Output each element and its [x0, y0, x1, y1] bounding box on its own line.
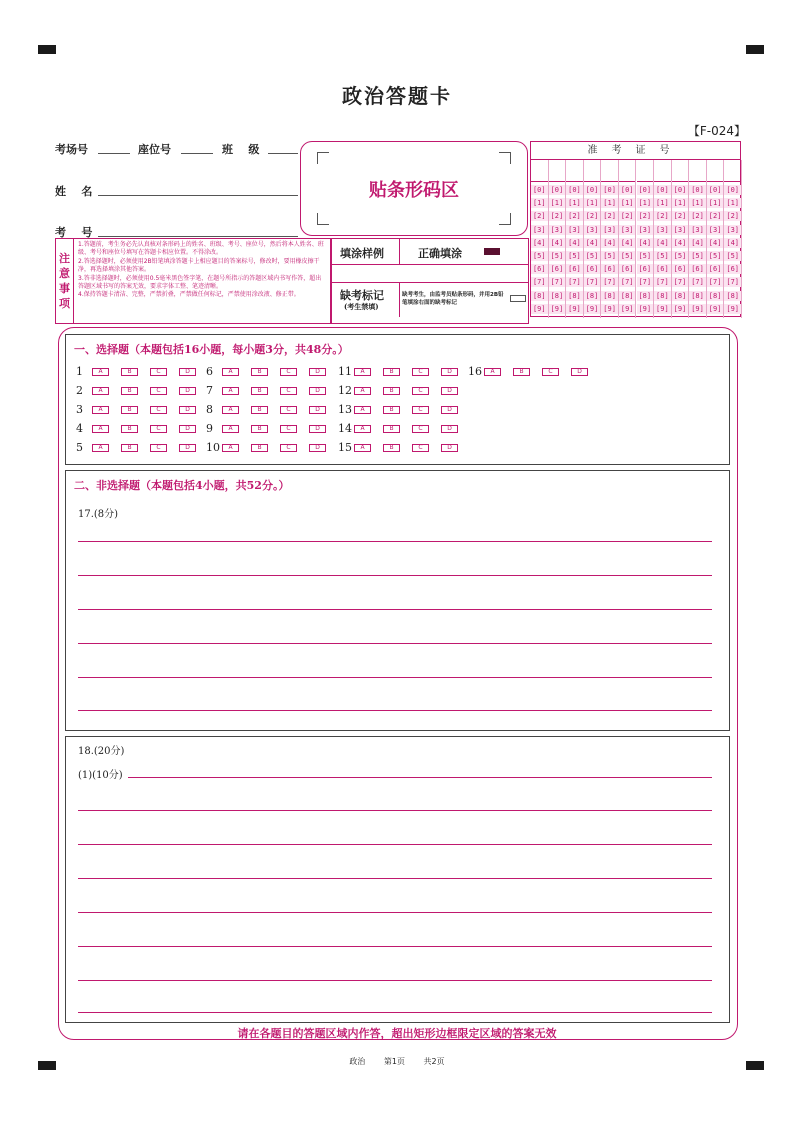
admission-digit-bubble[interactable]: [4] [691, 238, 704, 247]
admission-digit-box[interactable] [689, 160, 706, 182]
option-bubble-a[interactable]: A [354, 406, 371, 414]
admission-digit-bubble[interactable]: [8] [532, 291, 546, 300]
admission-digit-bubble[interactable]: [5] [532, 252, 546, 260]
admission-digit-bubble[interactable]: [8] [708, 291, 722, 300]
option-bubble-d[interactable]: D [179, 387, 196, 395]
option-bubble-a[interactable]: A [222, 406, 239, 414]
admission-digit-bubble[interactable]: [3] [673, 225, 687, 234]
note-item: 4.保持答题卡清洁、完整，严禁折叠，严禁做任何标记，严禁使用涂改液、修正带。 [78, 291, 300, 299]
admission-digit-bubble[interactable]: [7] [726, 278, 740, 287]
absent-description: 缺考考生，由监考员贴条形码，并用2B铅笔填涂右面的缺考标记 [402, 292, 504, 306]
notes-heading: 注 意 事 项 [56, 239, 74, 323]
option-bubble-c[interactable]: C [280, 444, 297, 452]
admission-digit-bubble[interactable]: [1] [673, 199, 687, 208]
question-17-label: 17.(8分) [78, 509, 119, 520]
admission-column [672, 160, 690, 318]
question-number: 4 [76, 422, 83, 435]
option-bubble-a[interactable]: A [222, 444, 239, 452]
option-bubble-b[interactable]: B [251, 368, 268, 376]
option-bubble-d[interactable]: D [441, 444, 458, 452]
option-bubble-d[interactable]: D [309, 425, 326, 433]
admission-digit-bubble[interactable]: [5] [691, 252, 704, 260]
admission-column [654, 160, 672, 318]
corner-bracket [317, 213, 329, 225]
question-number: 8 [206, 403, 213, 416]
question-number: 13 [338, 403, 352, 416]
page-title: 政治答题卡 [342, 84, 452, 108]
admission-digit-box[interactable] [672, 160, 689, 182]
admission-digit-bubble[interactable]: [3] [708, 225, 722, 234]
option-bubble-b[interactable]: B [383, 425, 400, 433]
admission-digit-bubble[interactable]: [1] [585, 199, 599, 208]
corner-bracket [499, 152, 511, 164]
admission-digit-bubble[interactable]: [4] [532, 238, 546, 247]
admission-digit-bubble[interactable]: [1] [638, 199, 652, 208]
admission-digit-bubble[interactable]: [8] [585, 291, 599, 300]
answer-line[interactable] [78, 844, 712, 845]
option-bubble-c[interactable]: C [150, 444, 167, 452]
admission-digit-bubble[interactable]: [9] [603, 304, 616, 313]
admission-digit-bubble[interactable]: [7] [656, 278, 669, 287]
admission-column [549, 160, 567, 318]
admission-digit-bubble[interactable]: [5] [726, 252, 740, 260]
admission-digit-bubble[interactable]: [1] [620, 199, 634, 208]
admission-digit-bubble[interactable]: [0] [656, 186, 669, 194]
option-bubble-b[interactable]: B [383, 368, 400, 376]
answer-line[interactable] [78, 912, 712, 913]
admission-digit-bubble[interactable]: [4] [603, 238, 616, 247]
admission-digit-bubble[interactable]: [6] [568, 265, 581, 274]
option-bubble-d[interactable]: D [571, 368, 588, 376]
option-bubble-d[interactable]: D [441, 425, 458, 433]
option-bubble-a[interactable]: A [354, 387, 371, 395]
option-bubble-b[interactable]: B [513, 368, 530, 376]
exam-room-field[interactable] [98, 153, 130, 154]
admission-digit-bubble[interactable]: [2] [620, 212, 634, 221]
admission-digit-bubble[interactable]: [8] [568, 291, 581, 300]
option-bubble-a[interactable]: A [354, 368, 371, 376]
admission-digit-bubble[interactable]: [5] [620, 252, 634, 260]
admission-digit-bubble[interactable]: [3] [656, 225, 669, 234]
admission-digit-bubble[interactable]: [9] [638, 304, 652, 313]
answer-line[interactable] [78, 810, 712, 811]
option-bubble-d[interactable]: D [441, 387, 458, 395]
registration-mark-top-right [746, 45, 764, 54]
admission-digit-bubble[interactable]: [7] [568, 278, 581, 287]
admission-digit-bubble[interactable]: [7] [603, 278, 616, 287]
admission-digit-bubble[interactable]: [2] [708, 212, 722, 221]
admission-digit-bubble[interactable]: [6] [656, 265, 669, 274]
admission-column [566, 160, 584, 318]
exam-room-label: 考场号 [55, 143, 88, 156]
option-bubble-d[interactable]: D [179, 406, 196, 414]
option-bubble-c[interactable]: C [150, 425, 167, 433]
question-number: 12 [338, 384, 352, 397]
option-bubble-c[interactable]: C [280, 387, 297, 395]
correct-fill-sample [484, 248, 500, 255]
admission-digit-bubble[interactable]: [9] [691, 304, 704, 313]
option-bubble-c[interactable]: C [280, 406, 297, 414]
fill-sample-label: 填涂样例 [340, 247, 384, 260]
admission-digit-bubble[interactable]: [9] [620, 304, 634, 313]
answer-line[interactable] [128, 777, 712, 778]
admission-digit-bubble[interactable]: [4] [550, 238, 564, 247]
admission-digit-box[interactable] [654, 160, 671, 182]
admission-digit-bubble[interactable]: [4] [708, 238, 722, 247]
admission-digit-bubble[interactable]: [5] [603, 252, 616, 260]
option-bubble-b[interactable]: B [251, 444, 268, 452]
answer-line[interactable] [78, 1012, 712, 1013]
option-bubble-b[interactable]: B [121, 444, 138, 452]
exam-no-field[interactable] [98, 236, 298, 237]
admission-column [531, 160, 549, 318]
admission-digit-bubble[interactable]: [3] [585, 225, 599, 234]
option-bubble-c[interactable]: C [150, 406, 167, 414]
admission-digit-box[interactable] [584, 160, 601, 182]
admission-digit-bubble[interactable]: [5] [585, 252, 599, 260]
answer-line[interactable] [78, 541, 712, 542]
registration-mark-top-left [38, 45, 56, 54]
admission-digit-box[interactable] [549, 160, 566, 182]
exam-no-label: 考 号 [55, 226, 93, 239]
admission-digit-box[interactable] [601, 160, 618, 182]
option-bubble-b[interactable]: B [121, 368, 138, 376]
admission-digit-bubble[interactable]: [9] [656, 304, 669, 313]
correct-fill-label: 正确填涂 [418, 247, 462, 260]
option-bubble-b[interactable]: B [383, 444, 400, 452]
note-item: 3.答非选择题时，必须使用0.5毫米黑色签字笔，在题号所指示的答题区域内书写作答，超出答题区域书写的答案无效，要求字体工整、笔迹清晰。 [78, 274, 322, 291]
admission-digit-bubble[interactable]: [5] [673, 252, 687, 260]
admission-digit-bubble[interactable]: [8] [726, 291, 740, 300]
admission-digit-bubble[interactable]: [8] [691, 291, 704, 300]
option-bubble-a[interactable]: A [92, 425, 109, 433]
answer-line[interactable] [78, 677, 712, 678]
admission-digit-bubble[interactable]: [8] [673, 291, 687, 300]
option-bubble-b[interactable]: B [251, 425, 268, 433]
option-bubble-b[interactable]: B [121, 406, 138, 414]
admission-digit-bubble[interactable]: [2] [726, 212, 740, 221]
absent-label: 缺考标记 [340, 289, 384, 302]
admission-title: 准考证号 [531, 142, 740, 160]
admission-digit-bubble[interactable]: [6] [532, 265, 546, 274]
footer-total: 共2页 [423, 1057, 445, 1066]
question-number: 1 [76, 365, 83, 378]
admission-column [601, 160, 619, 318]
corner-bracket [499, 213, 511, 225]
name-field[interactable] [98, 195, 298, 196]
admission-digit-box[interactable] [619, 160, 636, 182]
admission-column [619, 160, 637, 318]
admission-digit-bubble[interactable]: [6] [550, 265, 564, 274]
admission-digit-box[interactable] [531, 160, 548, 182]
admission-digit-bubble[interactable]: [6] [620, 265, 634, 274]
admission-digit-bubble[interactable]: [9] [708, 304, 722, 313]
admission-digit-bubble[interactable]: [0] [603, 186, 616, 194]
admission-digit-bubble[interactable]: [6] [585, 265, 599, 274]
question-18-label: 18.(20分) [78, 746, 125, 757]
admission-digit-bubble[interactable]: [9] [532, 304, 546, 313]
admission-digit-bubble[interactable]: [2] [550, 212, 564, 221]
option-bubble-a[interactable]: A [92, 368, 109, 376]
admission-digit-bubble[interactable]: [4] [620, 238, 634, 247]
admission-digit-bubble[interactable]: [7] [673, 278, 687, 287]
admission-digit-bubble[interactable]: [6] [603, 265, 616, 274]
page-footer [0, 1056, 794, 1067]
admission-digit-bubble[interactable]: [0] [568, 186, 581, 194]
admission-digit-bubble[interactable]: [6] [726, 265, 740, 274]
option-bubble-a[interactable]: A [222, 425, 239, 433]
option-bubble-d[interactable]: D [441, 368, 458, 376]
admission-number-grid [530, 141, 741, 317]
admission-digit-bubble[interactable]: [8] [603, 291, 616, 300]
answer-line[interactable] [78, 575, 712, 576]
admission-digit-bubble[interactable]: [2] [673, 212, 687, 221]
admission-column [707, 160, 725, 318]
section-non-choice-title: 二、非选择题（本题包括4小题，共52分。） [74, 479, 290, 492]
admission-digit-box[interactable] [566, 160, 583, 182]
admission-digit-bubble[interactable]: [3] [620, 225, 634, 234]
admission-digit-bubble[interactable]: [3] [532, 225, 546, 234]
option-bubble-d[interactable]: D [441, 406, 458, 414]
admission-digit-bubble[interactable]: [4] [638, 238, 652, 247]
name-label: 姓 名 [55, 185, 93, 198]
admission-digit-box[interactable] [724, 160, 741, 182]
admission-digit-bubble[interactable]: [0] [691, 186, 704, 194]
option-bubble-b[interactable]: B [121, 425, 138, 433]
admission-digit-bubble[interactable]: [9] [673, 304, 687, 313]
option-bubble-c[interactable]: C [150, 368, 167, 376]
option-bubble-d[interactable]: D [179, 444, 196, 452]
admission-digit-bubble[interactable]: [3] [603, 225, 616, 234]
option-bubble-c[interactable]: C [150, 387, 167, 395]
admission-digit-bubble[interactable]: [4] [726, 238, 740, 247]
class-field[interactable] [268, 153, 298, 154]
admission-digit-bubble[interactable]: [9] [585, 304, 599, 313]
admission-digit-bubble[interactable]: [2] [656, 212, 669, 221]
option-bubble-a[interactable]: A [354, 425, 371, 433]
admission-digit-bubble[interactable]: [7] [691, 278, 704, 287]
option-bubble-c[interactable]: C [280, 425, 297, 433]
option-bubble-c[interactable]: C [412, 425, 429, 433]
question-number: 6 [206, 365, 213, 378]
footer-subject: 政治 [349, 1057, 366, 1066]
admission-digit-bubble[interactable]: [3] [550, 225, 564, 234]
admission-digit-bubble[interactable]: [4] [585, 238, 599, 247]
option-bubble-c[interactable]: C [412, 444, 429, 452]
answer-line[interactable] [78, 643, 712, 644]
option-bubble-d[interactable]: D [309, 368, 326, 376]
admission-digit-bubble[interactable]: [9] [726, 304, 740, 313]
question-number: 2 [76, 384, 83, 397]
admission-digit-bubble[interactable]: [8] [620, 291, 634, 300]
admission-digit-bubble[interactable]: [1] [550, 199, 564, 208]
admission-digit-bubble[interactable]: [6] [638, 265, 652, 274]
option-bubble-d[interactable]: D [179, 425, 196, 433]
admission-digit-box[interactable] [637, 160, 654, 182]
seat-label: 座位号 [138, 143, 171, 156]
admission-digit-bubble[interactable]: [7] [708, 278, 722, 287]
form-code: 【F-024】 [687, 124, 746, 138]
admission-digit-bubble[interactable]: [2] [691, 212, 704, 221]
admission-digit-bubble[interactable]: [4] [656, 238, 669, 247]
admission-digit-bubble[interactable]: [0] [673, 186, 687, 194]
barcode-label: 贴条形码区 [369, 180, 459, 201]
admission-digit-bubble[interactable]: [5] [656, 252, 669, 260]
admission-digit-bubble[interactable]: [0] [708, 186, 722, 194]
option-bubble-b[interactable]: B [251, 406, 268, 414]
option-bubble-c[interactable]: C [412, 368, 429, 376]
admission-digit-bubble[interactable]: [3] [638, 225, 652, 234]
barcode-area [300, 141, 528, 236]
option-bubble-d[interactable]: D [309, 444, 326, 452]
admission-digit-bubble[interactable]: [0] [620, 186, 634, 194]
class-label: 班 级 [222, 143, 260, 156]
admission-digit-bubble[interactable]: [0] [550, 186, 564, 194]
admission-digit-bubble[interactable]: [3] [691, 225, 704, 234]
question-number: 9 [206, 422, 213, 435]
admission-digit-bubble[interactable]: [3] [726, 225, 740, 234]
notes-list [78, 241, 327, 300]
option-bubble-a[interactable]: A [92, 444, 109, 452]
section-non-choice-q17 [65, 470, 730, 731]
section-choice [65, 334, 730, 465]
admission-digit-bubble[interactable]: [7] [620, 278, 634, 287]
answer-line[interactable] [78, 946, 712, 947]
admission-digit-bubble[interactable]: [4] [568, 238, 581, 247]
admission-digit-bubble[interactable]: [9] [550, 304, 564, 313]
note-item: 2.答选择题时，必须使用2B铅笔填涂答题卡上相应题目的答案标号，修改时，要用橡皮擦干净，再选择填涂其他答案。 [78, 257, 320, 274]
option-bubble-c[interactable]: C [412, 387, 429, 395]
admission-digit-box[interactable] [707, 160, 724, 182]
admission-digit-bubble[interactable]: [0] [532, 186, 546, 194]
admission-digit-bubble[interactable]: [7] [550, 278, 564, 287]
option-bubble-a[interactable]: A [222, 368, 239, 376]
admission-digit-bubble[interactable]: [1] [656, 199, 669, 208]
option-bubble-b[interactable]: B [383, 387, 400, 395]
admission-digit-bubble[interactable]: [0] [726, 186, 740, 194]
admission-column [724, 160, 742, 318]
option-bubble-a[interactable]: A [92, 406, 109, 414]
admission-digit-bubble[interactable]: [3] [568, 225, 581, 234]
option-bubble-a[interactable]: A [484, 368, 501, 376]
footer-page: 第1页 [383, 1057, 405, 1066]
section-choice-title: 一、选择题（本题包括16小题，每小题3分，共48分。） [74, 343, 349, 356]
admission-digit-bubble[interactable]: [0] [585, 186, 599, 194]
question-number: 11 [338, 365, 352, 378]
admission-digit-bubble[interactable]: [8] [550, 291, 564, 300]
corner-bracket [317, 152, 329, 164]
option-bubble-d[interactable]: D [309, 387, 326, 395]
admission-column [689, 160, 707, 318]
option-bubble-d[interactable]: D [309, 406, 326, 414]
answer-line[interactable] [78, 878, 712, 879]
option-bubble-d[interactable]: D [179, 368, 196, 376]
admission-digit-bubble[interactable]: [5] [708, 252, 722, 260]
absent-sub-label: (考生禁填) [344, 302, 379, 311]
answer-line[interactable] [78, 609, 712, 610]
question-18-1-label: (1)(10分) [78, 770, 123, 781]
question-number: 15 [338, 441, 352, 454]
answer-line[interactable] [78, 980, 712, 981]
option-bubble-b[interactable]: B [121, 387, 138, 395]
admission-digit-bubble[interactable]: [5] [550, 252, 564, 260]
question-number: 10 [206, 441, 220, 454]
admission-digit-bubble[interactable]: [1] [708, 199, 722, 208]
question-number: 14 [338, 422, 352, 435]
admission-digit-bubble[interactable]: [2] [568, 212, 581, 221]
admission-digit-bubble[interactable]: [5] [568, 252, 581, 260]
option-bubble-a[interactable]: A [92, 387, 109, 395]
answer-line[interactable] [78, 710, 712, 711]
notes-box [55, 238, 331, 324]
admission-digit-bubble[interactable]: [4] [673, 238, 687, 247]
admission-column [584, 160, 602, 318]
admission-digit-bubble[interactable]: [2] [585, 212, 599, 221]
admission-digit-bubble[interactable]: [2] [532, 212, 546, 221]
option-bubble-a[interactable]: A [222, 387, 239, 395]
option-bubble-c[interactable]: C [280, 368, 297, 376]
admission-digit-bubble[interactable]: [7] [532, 278, 546, 287]
admission-digit-bubble[interactable]: [6] [673, 265, 687, 274]
admission-digit-bubble[interactable]: [2] [638, 212, 652, 221]
option-bubble-b[interactable]: B [383, 406, 400, 414]
admission-digit-bubble[interactable]: [1] [603, 199, 616, 208]
option-bubble-c[interactable]: C [542, 368, 559, 376]
fill-sample-box [331, 238, 529, 324]
seat-field[interactable] [181, 153, 213, 154]
admission-column [637, 160, 655, 318]
admission-digit-bubble[interactable]: [9] [568, 304, 581, 313]
admission-digit-bubble[interactable]: [2] [603, 212, 616, 221]
question-number: 3 [76, 403, 83, 416]
admission-digit-bubble[interactable]: [1] [532, 199, 546, 208]
admission-digit-bubble[interactable]: [0] [638, 186, 652, 194]
admission-digit-bubble[interactable]: [1] [568, 199, 581, 208]
admission-digit-bubble[interactable]: [8] [656, 291, 669, 300]
admission-digit-bubble[interactable]: [5] [638, 252, 652, 260]
admission-digit-bubble[interactable]: [8] [638, 291, 652, 300]
option-bubble-b[interactable]: B [251, 387, 268, 395]
note-item: 1.答题前，考生务必先认真核对条形码上的姓名、班级、考号、座位号，然后将本人姓名、班级、考号和座位号填写在答题卡相应位置。不得涂改。 [78, 241, 324, 257]
footer-warning: 请在各题目的答题区域内作答，超出矩形边框限定区域的答案无效 [237, 1027, 557, 1040]
option-bubble-c[interactable]: C [412, 406, 429, 414]
option-bubble-a[interactable]: A [354, 444, 371, 452]
question-number: 7 [206, 384, 213, 397]
admission-digit-bubble[interactable]: [6] [691, 265, 704, 274]
question-number: 16 [468, 365, 482, 378]
admission-digit-bubble[interactable]: [7] [585, 278, 599, 287]
section-non-choice-q18 [65, 736, 730, 1023]
absent-mark-box[interactable] [510, 295, 526, 302]
admission-digit-bubble[interactable]: [7] [638, 278, 652, 287]
admission-digit-bubble[interactable]: [1] [691, 199, 704, 208]
admission-digit-bubble[interactable]: [6] [708, 265, 722, 274]
admission-digit-bubble[interactable]: [1] [726, 199, 740, 208]
question-number: 5 [76, 441, 83, 454]
